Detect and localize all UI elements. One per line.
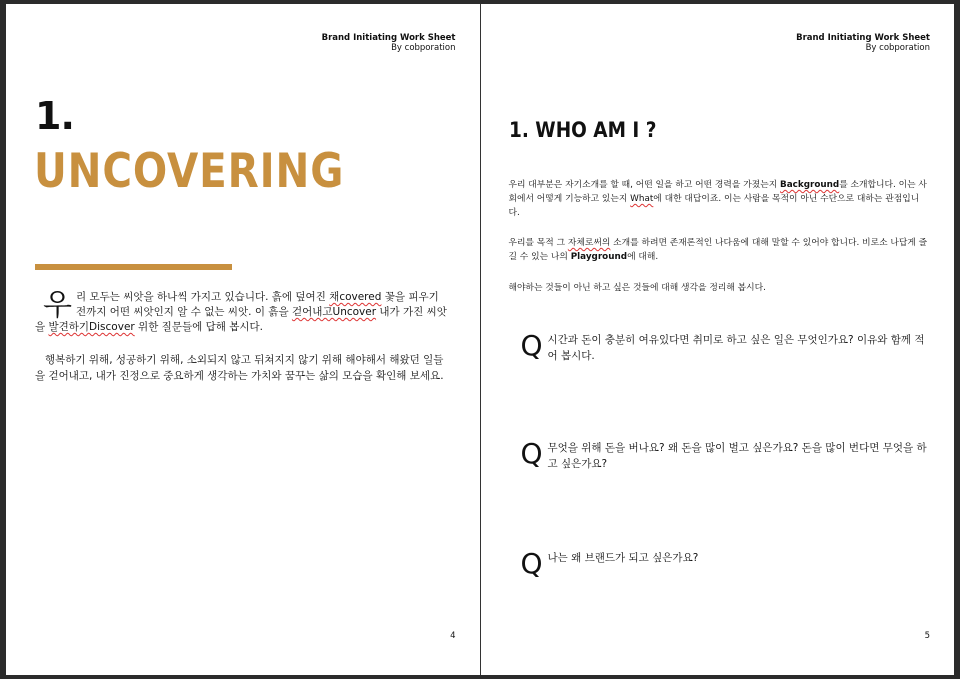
chapter-number: 1.: [35, 94, 74, 138]
intro-text-e: 내가 가진 씨앗을: [35, 306, 447, 333]
body-paragraph-3: 해야하는 것들이 아닌 하고 싶은 것들에 대해 생각을 정리해 봅시다.: [508, 283, 766, 293]
p2-text-c: 소개를 하려면 존재론적인 나다움에 대해 말할 수 있어야 합니다. 비로소 나답게 즐길 수 있는 나의: [508, 238, 928, 262]
accent-rule: [35, 264, 232, 270]
question-text: 나는 왜 브랜드가 되고 싶은가요?: [547, 552, 699, 564]
question-3: [520, 547, 929, 580]
intro-text-a: 리 모두는 씨앗을 하나씩 가지고 있습니다. 흙에 덮여진: [75, 291, 330, 303]
p2-text-a: 우리를 목적 그: [508, 238, 568, 248]
p1-text-a: 우리 대부분은 자기소개를 할 때, 어떤 일을 하고 어떤 경력을 가졌는지: [508, 180, 780, 190]
p2-text-e: 에 대해.: [627, 252, 659, 262]
header-title: Brand Initiating Work Sheet: [321, 33, 456, 43]
question-text: 시간과 돈이 충분히 여유있다면 취미로 하고 싶은 일은 무엇인가요? 이유와 함께 적어 봅시다.: [547, 334, 925, 362]
page-left: [6, 4, 481, 675]
question-text: 무엇을 위해 돈을 버나요? 왜 돈을 많이 벌고 싶은가요? 돈을 많이 번다면 무엇을 하고 싶은가요?: [547, 442, 927, 470]
body-paragraph-1: [509, 178, 929, 220]
page-number: 5: [924, 631, 930, 641]
page-right: [481, 4, 955, 675]
p2-term-self: 자체로써의: [567, 238, 611, 248]
intro-paragraph: [35, 290, 451, 335]
document-spread: [6, 4, 954, 675]
intro-text-g: 위한 질문들에 답해 봅시다.: [134, 321, 263, 333]
intro-text-c: 꽃을 피우기 전까지 어떤 씨앗인지 알 수 없는 씨앗. 이 흙을: [75, 291, 439, 318]
page-header: [796, 33, 930, 53]
body-paragraph-2: [509, 236, 929, 264]
p2-term-playground: Playground: [570, 252, 628, 262]
drop-cap: 우: [43, 288, 72, 323]
intro-term-covered: 채covered: [329, 291, 382, 303]
question-marker: Q: [520, 437, 543, 470]
intro-term-uncover: 걷어내고Uncover: [291, 306, 377, 318]
question-marker: Q: [520, 547, 543, 580]
header-subtitle: By cobporation: [391, 43, 456, 53]
page-number: 4: [450, 631, 456, 641]
question-1: [520, 329, 929, 364]
p1-term-what: What: [630, 194, 654, 204]
intro-term-discover: 발견하기Discover: [48, 321, 135, 333]
second-paragraph: 행복하기 위해, 성공하기 위해, 소외되지 않고 뒤쳐지지 않기 위해 해야해서 해왔던 일들을 걷어내고, 내가 진정으로 중요하게 생각하는 가치와 꿈꾸는 삶의 모습을 확인해 보세요.: [35, 354, 444, 382]
question-2: [520, 437, 929, 472]
header-subtitle: By cobporation: [865, 43, 930, 53]
header-title: Brand Initiating Work Sheet: [796, 33, 930, 43]
section-heading: 1. WHO AM I ?: [508, 118, 656, 142]
p1-text-e: 에 대한 대답이죠. 이는 사람을 목적이 아닌 수단으로 대하는 관점입니다.: [508, 194, 920, 218]
p1-text-c: 를 소개합니다. 이는 사회에서 어떻게 기능하고 있는지: [508, 180, 927, 204]
p1-term-background: Background: [780, 180, 840, 190]
chapter-title: UNCOVERING: [34, 144, 345, 199]
page-header: [322, 33, 456, 53]
question-marker: Q: [520, 329, 543, 362]
